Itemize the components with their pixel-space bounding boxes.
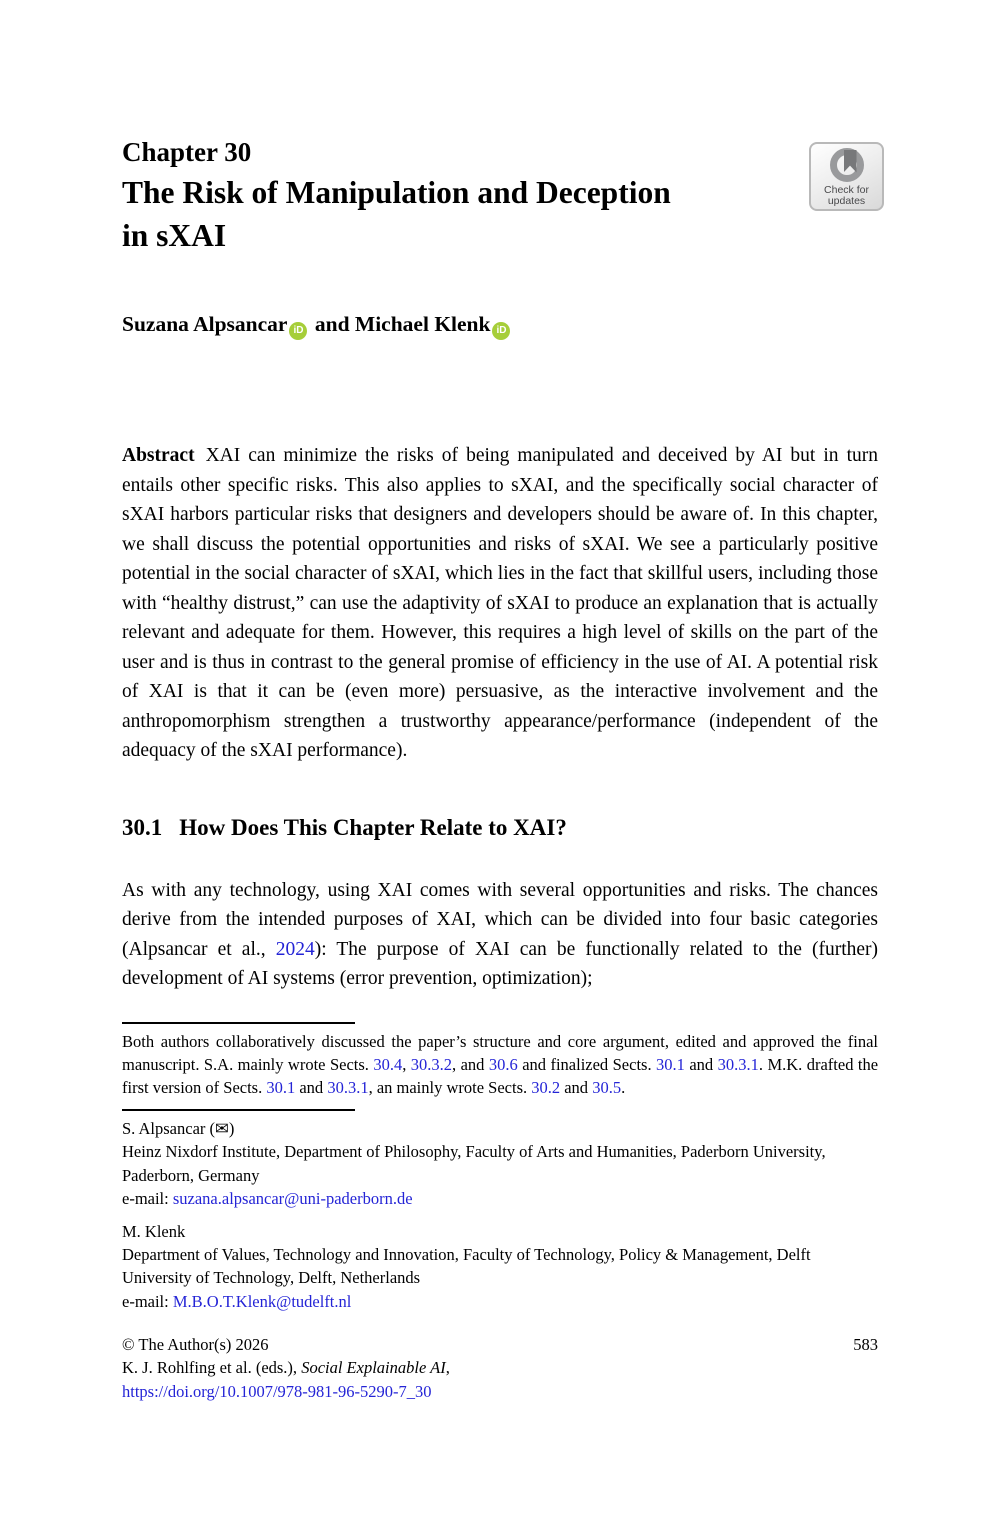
author-name: M. Klenk <box>122 1221 186 1241</box>
email-link[interactable]: suzana.alpsancar@uni-paderborn.de <box>172 1188 413 1208</box>
doi-line <box>122 1380 450 1404</box>
affiliation-block-1 <box>122 1117 878 1210</box>
affiliation-rule <box>122 1109 355 1111</box>
chapter-title <box>122 172 878 257</box>
section-number: 30.1 <box>122 814 163 840</box>
chapter-title-line1: The Risk of Manipulation and Deception <box>122 175 671 210</box>
chapter-page <box>122 0 878 1403</box>
contribution-footnote: Both authors collaboratively discussed the paper’s structure and core argument, edited and approved the final manuscript. S.A. mainly wrote Sects. 30.4, 30.3.2, and 30.6 and finalized Sects. 30.1 and 30.3.1. M.K. drafted the first version of Sects. 30.1 and 30.3.1, an mainly wrote Sects. 30.2 and 30.5. <box>122 1031 879 1097</box>
author-name-2: Michael Klenk <box>354 312 491 336</box>
doi-link[interactable]: https://doi.org/10.1007/978-981-96-5290-7_30 <box>122 1381 432 1401</box>
section-heading <box>122 812 878 843</box>
abstract-text: XAI can minimize the risks of being manipulated and deceived by AI but in turn entails other specific risks. This also applies to sXAI, and the specifically social character of sXAI harbors particular risks that designers and developers should be aware of. In this chapter, we shall discuss the potential opportunities and risks of sXAI. We see a particularly positive potential in the social character of sXAI, which lies in the fact that skillful users, including those with “healthy distrust,” can use the adaptivity of sXAI to produce an explanation that is actually relevant and adequate for them. However, this requires a high level of skills on the part of the user and is thus in contrast to the general promise of efficiency in the use of AI. A potential risk of XAI is that it can be (even more) persuasive, as the interactive involvement and the anthropomorphism strengthen a trustworthy appearance/performance (independent of the adequacy of the sXAI performance). <box>122 445 878 761</box>
author-separator: and <box>309 312 355 336</box>
affiliation-text: Heinz Nixdorf Institute, Department of Philosophy, Faculty of Arts and Humanities, Paderborn University, Paderborn, Germany <box>122 1142 826 1185</box>
editors-line: K. J. Rohlfing et al. (eds.), Social Explainable AI, <box>122 1358 450 1378</box>
imprint-block <box>122 1333 450 1404</box>
chapter-label: Chapter 30 <box>122 137 252 167</box>
page-footer <box>122 1333 878 1404</box>
page-number: 583 <box>853 1334 878 1354</box>
orcid-icon[interactable]: iD <box>492 322 510 340</box>
inline-link[interactable]: 30.3.2 <box>410 1054 453 1074</box>
check-for-updates-label: Check for updates <box>824 183 869 207</box>
inline-link[interactable]: 30.6 <box>488 1054 518 1074</box>
copyright-line: © The Author(s) 2026 <box>122 1334 269 1354</box>
inline-link[interactable]: 30.1 <box>656 1054 685 1074</box>
book-title: Social Explainable AI <box>301 1358 446 1378</box>
abstract-label: Abstract <box>122 445 195 466</box>
inline-link[interactable]: 30.2 <box>531 1077 561 1097</box>
inline-link[interactable]: 2024 <box>275 938 315 960</box>
orcid-icon[interactable]: iD <box>289 322 307 340</box>
affiliation-block-2 <box>122 1220 878 1313</box>
inline-link[interactable]: 30.5 <box>592 1077 622 1097</box>
inline-link[interactable]: 30.4 <box>373 1054 403 1074</box>
corresponding-author-name: S. Alpsancar (✉) <box>122 1119 235 1139</box>
email-label: e-mail: <box>122 1188 173 1208</box>
inline-link[interactable]: 30.1 <box>266 1077 296 1097</box>
affiliation-text: Department of Values, Technology and Innovation, Faculty of Technology, Policy & Management, Delft University of Technology, Delft, Netherlands <box>122 1245 811 1288</box>
inline-link[interactable]: 30.3.1 <box>327 1077 369 1097</box>
email-line <box>122 1290 878 1313</box>
section-title: How Does This Chapter Relate to XAI? <box>179 814 567 840</box>
author-name-1: Suzana Alpsancar <box>122 312 288 336</box>
chapter-title-line2: in sXAI <box>122 217 227 253</box>
email-label: e-mail: <box>122 1291 173 1311</box>
email-link[interactable]: M.B.O.T.Klenk@tudelft.nl <box>172 1291 352 1311</box>
author-line <box>122 309 878 340</box>
inline-link[interactable]: 30.3.1 <box>717 1054 759 1074</box>
body-paragraph: As with any technology, using XAI comes with several opportunities and risks. The chances derive from the intended purposes of XAI, which can be divided into four basic categories (Alpsancar et al., 2024): The purpose of XAI can be functionally related to the (further) development of AI systems (error prevention, optimization); <box>122 879 879 989</box>
footnote-rule <box>122 1022 355 1024</box>
abstract-paragraph <box>122 441 878 766</box>
email-line <box>122 1187 878 1210</box>
